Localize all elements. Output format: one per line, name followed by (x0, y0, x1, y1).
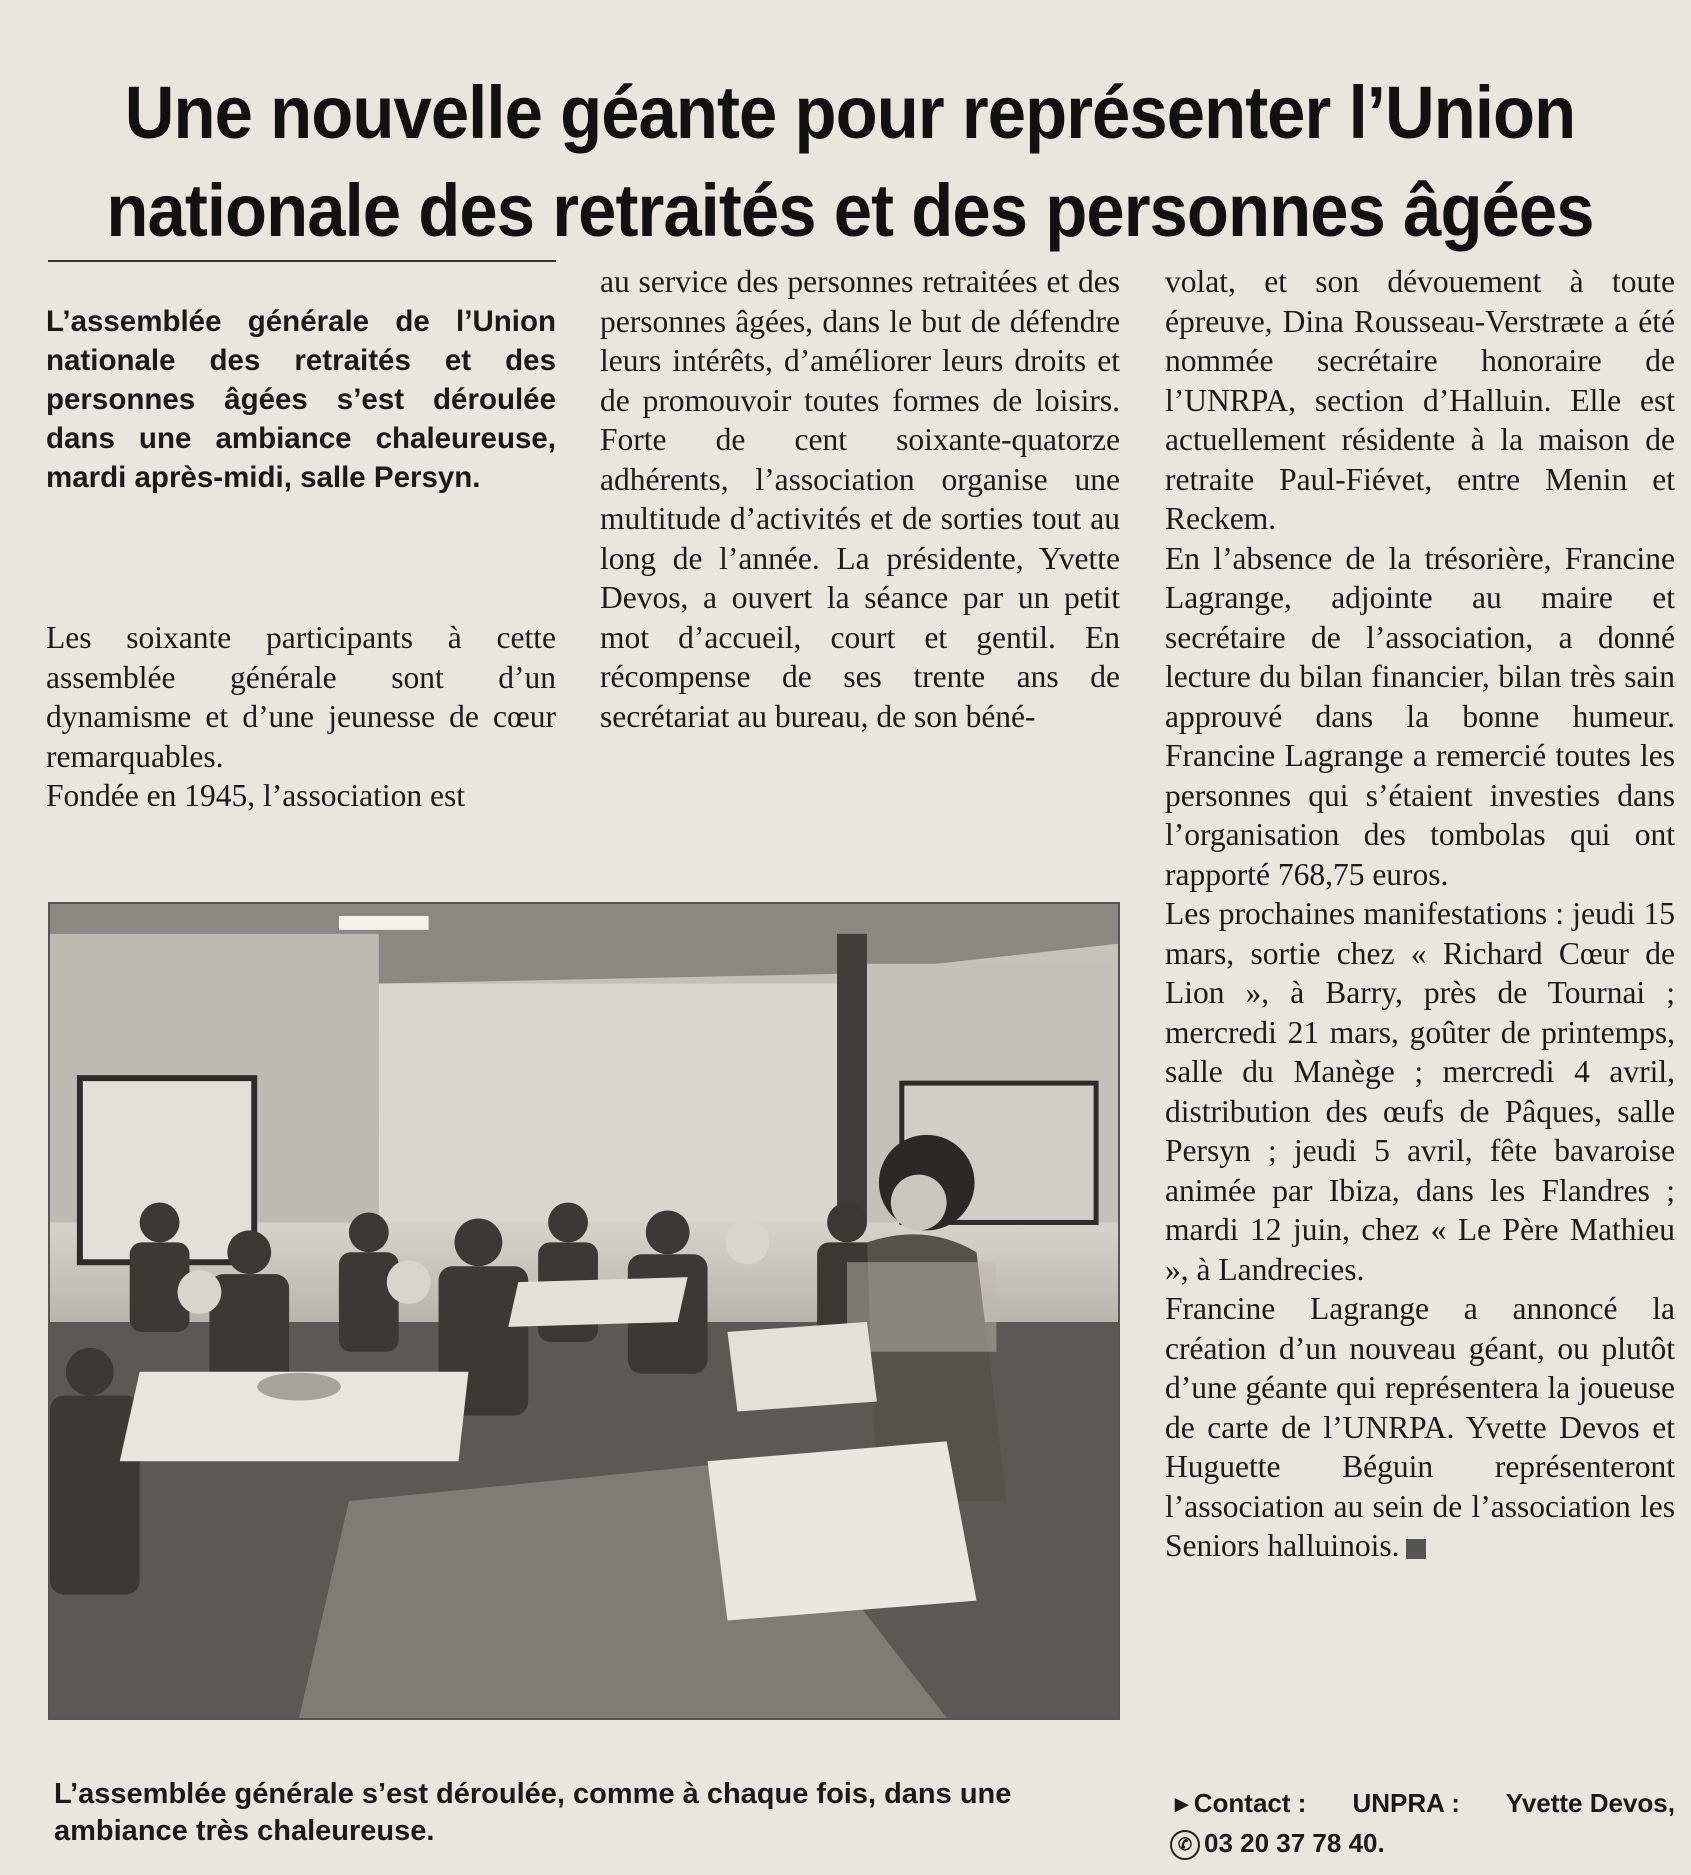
paragraph: En l’absence de la trésorière, Francine Lagrange, adjointe au maire et secrétaire de l’association, a donné lecture du bilan financier, bilan très sain approuvé dans la bonne humeur. Francine Lagrange a remercié toutes les personnes qui s’étaient investies dans l’organisation des tombolas qui ont rapporté 768,75 euros. (1165, 540, 1675, 892)
end-of-article-mark (1406, 1539, 1426, 1559)
phone-icon: ✆ (1170, 1830, 1200, 1860)
paragraph: Les soixante participants à cette assemblée générale sont d’un dynamisme et d’une jeunesse de cœur remarquables. (46, 620, 556, 774)
column-2 (600, 262, 1120, 736)
contact-phone-line (1170, 1824, 1675, 1862)
headline-line-1: Une nouvelle géante pour représenter l’Union (124, 70, 1576, 154)
contact-block (1170, 1784, 1675, 1862)
headline (87, 64, 1612, 260)
contact-line (1170, 1784, 1675, 1824)
article-photo (48, 902, 1120, 1720)
paragraph: Fondée en 1945, l’association est (46, 778, 466, 813)
paragraph: au service des personnes retraitées et des personnes âgées, dans le but de défendre leurs intérêts, d’améliorer leurs droits et de promouvoir toutes formes de loisirs. Forte de cent soixante-quatorze adhérents, l’association organise une multitude d’activités et de sorties tout au long de l’année. La présidente, Yvette Devos, a ouvert la séance par un petit mot d’accueil, court et gentil. En récompense de ses trente ans de secrétariat au bureau, de son béné- (600, 264, 1120, 734)
photo-caption: L’assemblée générale s’est déroulée, comme à chaque fois, dans une ambiance très chaleureuse. (54, 1778, 1012, 1847)
paragraph: volat, et son dévouement à toute épreuve, Dina Rousseau-Verstræte a été nommée secrétaire honoraire de l’UNRPA, section d’Halluin. Elle est actuellement résidente à la maison de retraite Paul-Fiévet, entre Menin et Reckem. (1165, 264, 1675, 536)
contact-org: UNPRA : (1352, 1788, 1460, 1818)
column-3 (1165, 262, 1675, 1566)
paragraph-text: Francine Lagrange a annoncé la création d’un nouveau géant, ou plutôt d’une géante qui représentera la joueuse de carte de l’UNRPA. Yvette Devos et Huguette Béguin représenteront l’association au sein de l’association les Seniors halluinois. (1165, 1291, 1675, 1563)
contact-phone: 03 20 37 78 40. (1204, 1828, 1385, 1858)
column-1 (46, 618, 556, 816)
lead-divider (48, 260, 556, 262)
contact-label-group (1170, 1784, 1306, 1824)
photo-illustration (50, 904, 1118, 1718)
paragraph-last (1165, 1289, 1675, 1566)
lead-paragraph: L’assemblée générale de l’Union nationale des retraités et des personnes âgées s’est déroulée dans une ambiance chaleureuse, mardi après-midi, salle Persyn. (46, 305, 556, 494)
contact-label: Contact : (1193, 1788, 1307, 1818)
arrow-right-icon: ► (1170, 1791, 1194, 1818)
headline-line-2: nationale des retraités et des personnes âgées (106, 168, 1594, 252)
contact-name: Yvette Devos, (1505, 1788, 1675, 1818)
paragraph: Les prochaines manifestations : jeudi 15 mars, sortie chez « Richard Cœur de Lion », à Barry, près de Tournai ; mercredi 21 mars, goûter de printemps, salle du Manège ; mercredi 4 avril, distribution des œufs de Pâques, salle Persyn ; jeudi 5 avril, fête bavaroise animée par Ibiza, dans les Flandres ; mardi 12 juin, chez « Le Père Mathieu », à Landrecies. (1165, 896, 1675, 1287)
